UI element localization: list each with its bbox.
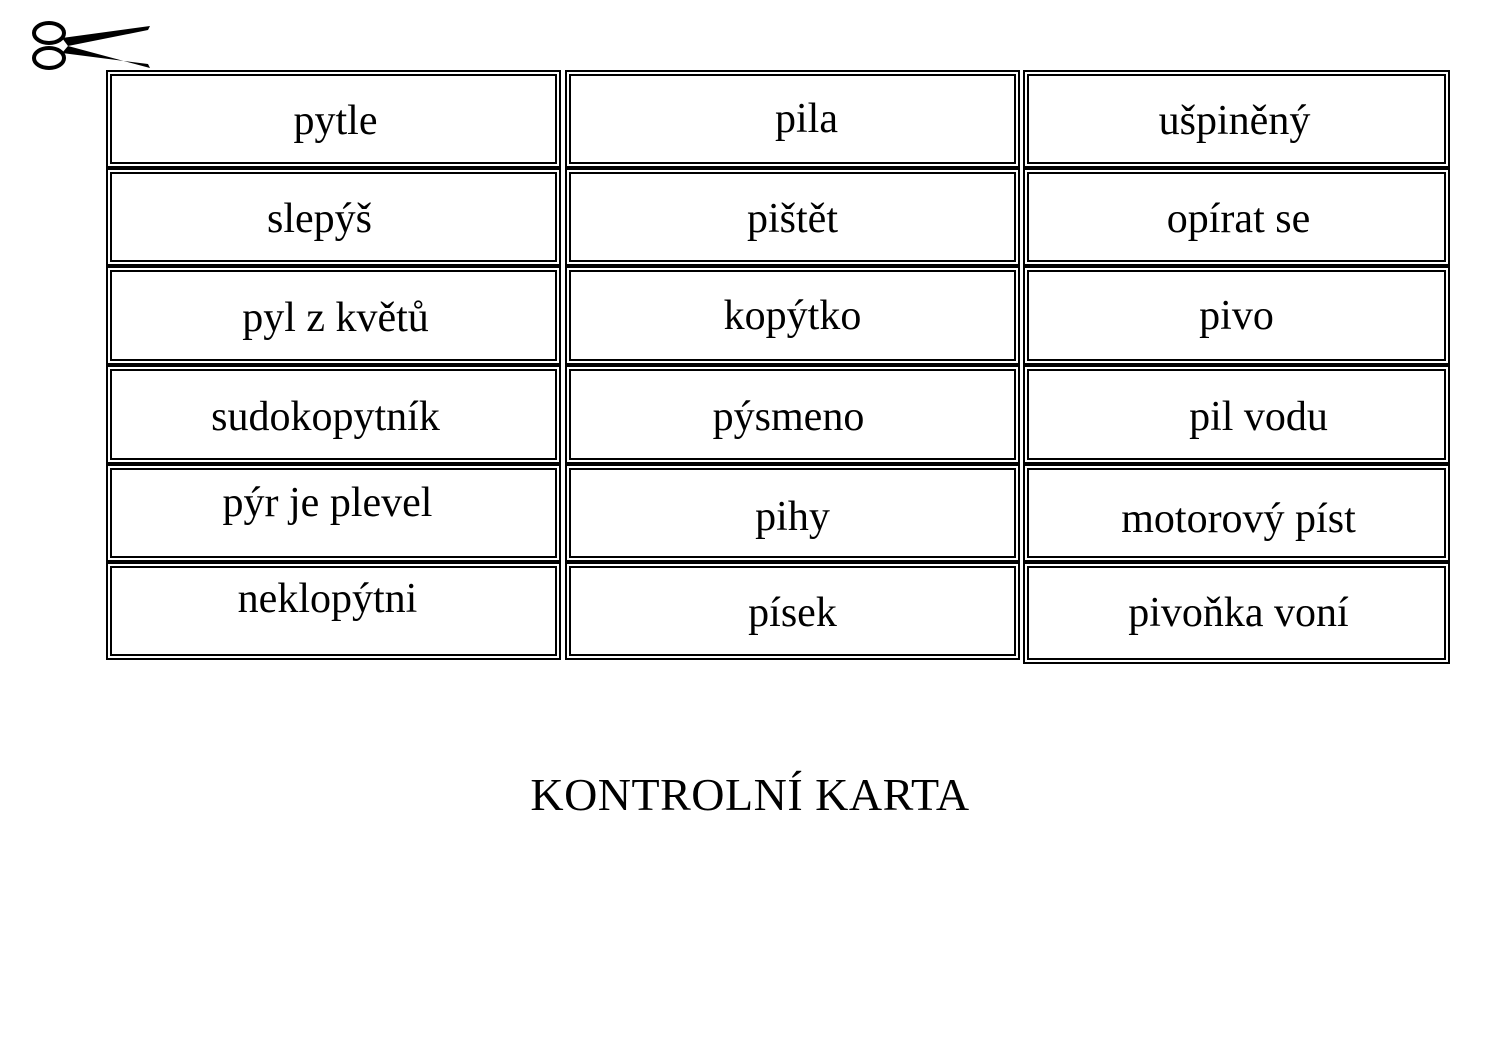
word-card[interactable] — [1023, 562, 1450, 664]
word-card-grid — [106, 70, 1450, 664]
word-card[interactable] — [565, 70, 1020, 168]
word-card[interactable] — [565, 168, 1020, 266]
word-card-text: pivo — [1199, 292, 1274, 339]
word-card[interactable] — [1023, 70, 1450, 168]
word-card-text: pila — [775, 96, 838, 142]
word-card[interactable] — [565, 266, 1020, 365]
word-card-text: pýr je plevel — [222, 480, 433, 526]
word-card[interactable] — [1023, 266, 1450, 365]
word-card-text: pil vodu — [1189, 393, 1328, 440]
word-card[interactable] — [1023, 365, 1450, 464]
word-card-text: slepýš — [267, 196, 372, 242]
word-card-text: opírat se — [1166, 196, 1311, 242]
word-card-text: pihy — [755, 494, 830, 540]
word-card-text: sudokopytník — [211, 393, 440, 440]
word-card[interactable] — [106, 365, 561, 464]
word-card[interactable] — [565, 562, 1020, 660]
word-card[interactable] — [565, 464, 1020, 562]
word-card-text: pyl z květů — [242, 294, 429, 341]
scissors-icon — [30, 16, 152, 74]
word-card-text: neklopýtni — [237, 576, 418, 622]
word-card-text: motorový píst — [1121, 496, 1356, 542]
word-card-text: písek — [748, 590, 837, 636]
word-card[interactable] — [106, 464, 561, 562]
word-card-text: ušpiněný — [1158, 98, 1311, 144]
word-card-text: pivoňka voní — [1128, 590, 1349, 636]
word-card-text: pištět — [747, 196, 838, 242]
word-card-text: pytle — [293, 98, 378, 144]
word-card[interactable] — [1023, 168, 1450, 266]
word-card[interactable] — [106, 168, 561, 266]
word-card-text: pýsmeno — [712, 393, 865, 440]
word-card[interactable] — [106, 70, 561, 168]
word-card[interactable] — [106, 266, 561, 365]
word-card[interactable] — [565, 365, 1020, 464]
control-card-title: KONTROLNÍ KARTA — [530, 769, 970, 820]
word-card[interactable] — [1023, 464, 1450, 562]
word-card[interactable] — [106, 562, 561, 660]
word-card-text: kopýtko — [723, 292, 862, 339]
